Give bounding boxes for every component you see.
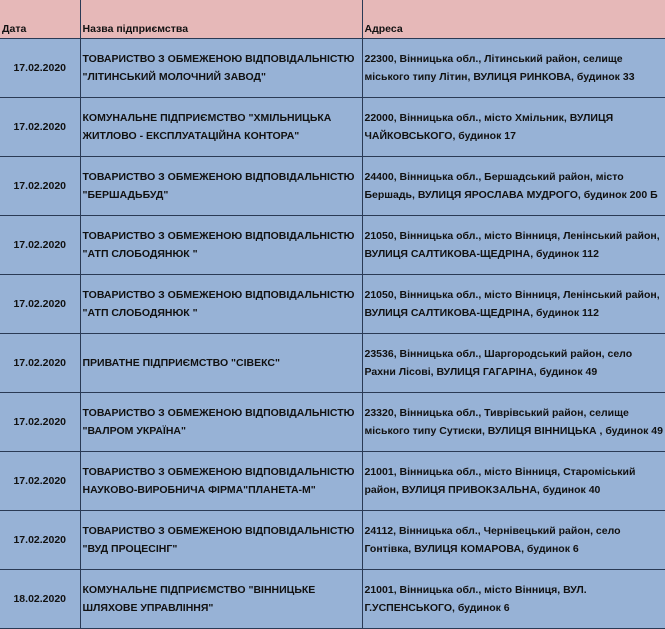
cell-address: 21050, Вінницька обл., місто Вінниця, Ленінський район, ВУЛИЦЯ САЛТИКОВА-ЩЕДРІНА, будинок 112 — [362, 275, 665, 334]
cell-date: 17.02.2020 — [0, 452, 80, 511]
table-row — [0, 216, 665, 275]
header-company-name: Назва підприємства — [80, 0, 362, 39]
cell-company-name: ТОВАРИСТВО З ОБМЕЖЕНОЮ ВІДПОВІДАЛЬНІСТЮ "АТП СЛОБОДЯНЮК " — [80, 216, 362, 275]
header-date: Дата — [0, 0, 80, 39]
cell-company-name: ТОВАРИСТВО З ОБМЕЖЕНОЮ ВІДПОВІДАЛЬНІСТЮ "ВУД ПРОЦЕСІНГ" — [80, 511, 362, 570]
table-row — [0, 452, 665, 511]
cell-address: 24112, Вінницька обл., Чернівецький район, село Гонтівка, ВУЛИЦЯ КОМАРОВА, будинок 6 — [362, 511, 665, 570]
table-row — [0, 334, 665, 393]
cell-address: 21050, Вінницька обл., місто Вінниця, Ленінський район, ВУЛИЦЯ САЛТИКОВА-ЩЕДРІНА, будинок 112 — [362, 216, 665, 275]
cell-company-name: ТОВАРИСТВО З ОБМЕЖЕНОЮ ВІДПОВІДАЛЬНІСТЮ "АТП СЛОБОДЯНЮК " — [80, 275, 362, 334]
cell-address: 23536, Вінницька обл., Шаргородський район, село Рахни Лісові, ВУЛИЦЯ ГАГАРІНА, будинок 49 — [362, 334, 665, 393]
cell-company-name: ТОВАРИСТВО З ОБМЕЖЕНОЮ ВІДПОВІДАЛЬНІСТЮ "БЕРШАДЬБУД" — [80, 157, 362, 216]
table-row — [0, 98, 665, 157]
cell-date: 17.02.2020 — [0, 39, 80, 98]
cell-date: 17.02.2020 — [0, 98, 80, 157]
cell-address: 22300, Вінницька обл., Літинський район, селище міського типу Літин, ВУЛИЦЯ РИНКОВА, будинок 33 — [362, 39, 665, 98]
cell-company-name: ТОВАРИСТВО З ОБМЕЖЕНОЮ ВІДПОВІДАЛЬНІСТЮ "ЛІТИНСЬКИЙ МОЛОЧНИЙ ЗАВОД" — [80, 39, 362, 98]
cell-address: 21001, Вінницька обл., місто Вінниця, Староміський район, ВУЛИЦЯ ПРИВОКЗАЛЬНА, будинок 40 — [362, 452, 665, 511]
cell-address: 23320, Вінницька обл., Тиврівський район, селище міського типу Сутиски, ВУЛИЦЯ ВІННИЦЬКА , будинок 49 — [362, 393, 665, 452]
table-row — [0, 157, 665, 216]
header-row — [0, 0, 665, 39]
table-row — [0, 275, 665, 334]
cell-date: 17.02.2020 — [0, 334, 80, 393]
cell-date: 17.02.2020 — [0, 511, 80, 570]
cell-address: 21001, Вінницька обл., місто Вінниця, ВУЛ. Г.УСПЕНСЬКОГО, будинок 6 — [362, 570, 665, 629]
cell-company-name: ПРИВАТНЕ ПІДПРИЄМСТВО "СІВЕКС" — [80, 334, 362, 393]
table-row — [0, 570, 665, 629]
table-row — [0, 393, 665, 452]
cell-address: 24400, Вінницька обл., Бершадський район, місто Бершадь, ВУЛИЦЯ ЯРОСЛАВА МУДРОГО, будинок 200 Б — [362, 157, 665, 216]
table-row — [0, 511, 665, 570]
cell-company-name: КОМУНАЛЬНЕ ПІДПРИЄМСТВО "ХМІЛЬНИЦЬКА ЖИТЛОВО - ЕКСПЛУАТАЦІЙНА КОНТОРА" — [80, 98, 362, 157]
cell-company-name: ТОВАРИСТВО З ОБМЕЖЕНОЮ ВІДПОВІДАЛЬНІСТЮ "ВАЛРОМ УКРАЇНА" — [80, 393, 362, 452]
header-address: Адреса — [362, 0, 665, 39]
table-row — [0, 39, 665, 98]
cell-address: 22000, Вінницька обл., місто Хмільник, ВУЛИЦЯ ЧАЙКОВСЬКОГО, будинок 17 — [362, 98, 665, 157]
cell-company-name: КОМУНАЛЬНЕ ПІДПРИЄМСТВО "ВІННИЦЬКЕ ШЛЯХОВЕ УПРАВЛІННЯ" — [80, 570, 362, 629]
cell-date: 17.02.2020 — [0, 275, 80, 334]
cell-date: 18.02.2020 — [0, 570, 80, 629]
cell-date: 17.02.2020 — [0, 393, 80, 452]
cell-date: 17.02.2020 — [0, 216, 80, 275]
cell-date: 17.02.2020 — [0, 157, 80, 216]
cell-company-name: ТОВАРИСТВО З ОБМЕЖЕНОЮ ВІДПОВІДАЛЬНІСТЮ НАУКОВО-ВИРОБНИЧА ФІРМА"ПЛАНЕТА-М" — [80, 452, 362, 511]
